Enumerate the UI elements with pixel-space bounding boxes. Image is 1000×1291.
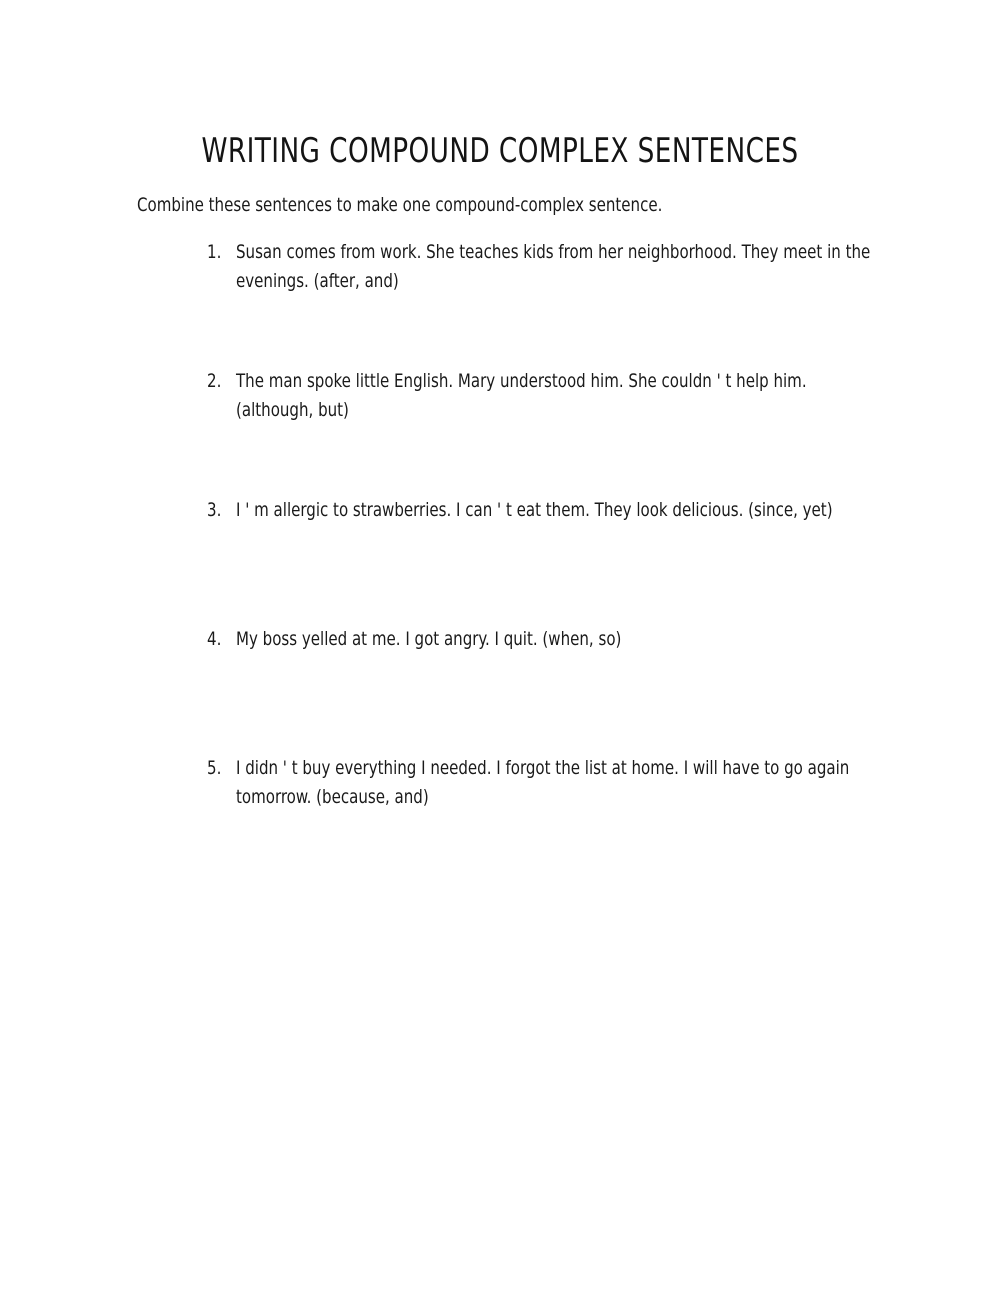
question-item [207,625,1000,754]
question-text: I ' m allergic to strawberries. I can ' t eat them. They look delicious. (since, yet) [236,499,833,521]
question-text: I didn ' t buy everything I needed. I forgot the list at home. I will have to go again tomorrow. (because, and) [236,757,850,808]
question-number: 4. [207,628,222,650]
question-number: 1. [207,241,222,263]
question-item [207,496,1000,625]
question-number: 5. [207,757,222,779]
question-text: The man spoke little English. Mary understood him. She couldn ' t help him. (although, but) [236,370,807,421]
page-title: WRITING COMPOUND COMPLEX SENTENCES [201,130,799,171]
question-text: Susan comes from work. She teaches kids from her neighborhood. They meet in the evenings. (after, and) [236,241,871,292]
instruction-text: Combine these sentences to make one compound-complex sentence. [137,194,663,216]
question-text: My boss yelled at me. I got angry. I quit. (when, so) [236,628,622,650]
question-number: 3. [207,499,222,521]
question-item [207,238,1000,367]
question-item [207,754,1000,824]
question-item [207,367,1000,496]
question-number: 2. [207,370,222,392]
question-list [167,238,1000,824]
